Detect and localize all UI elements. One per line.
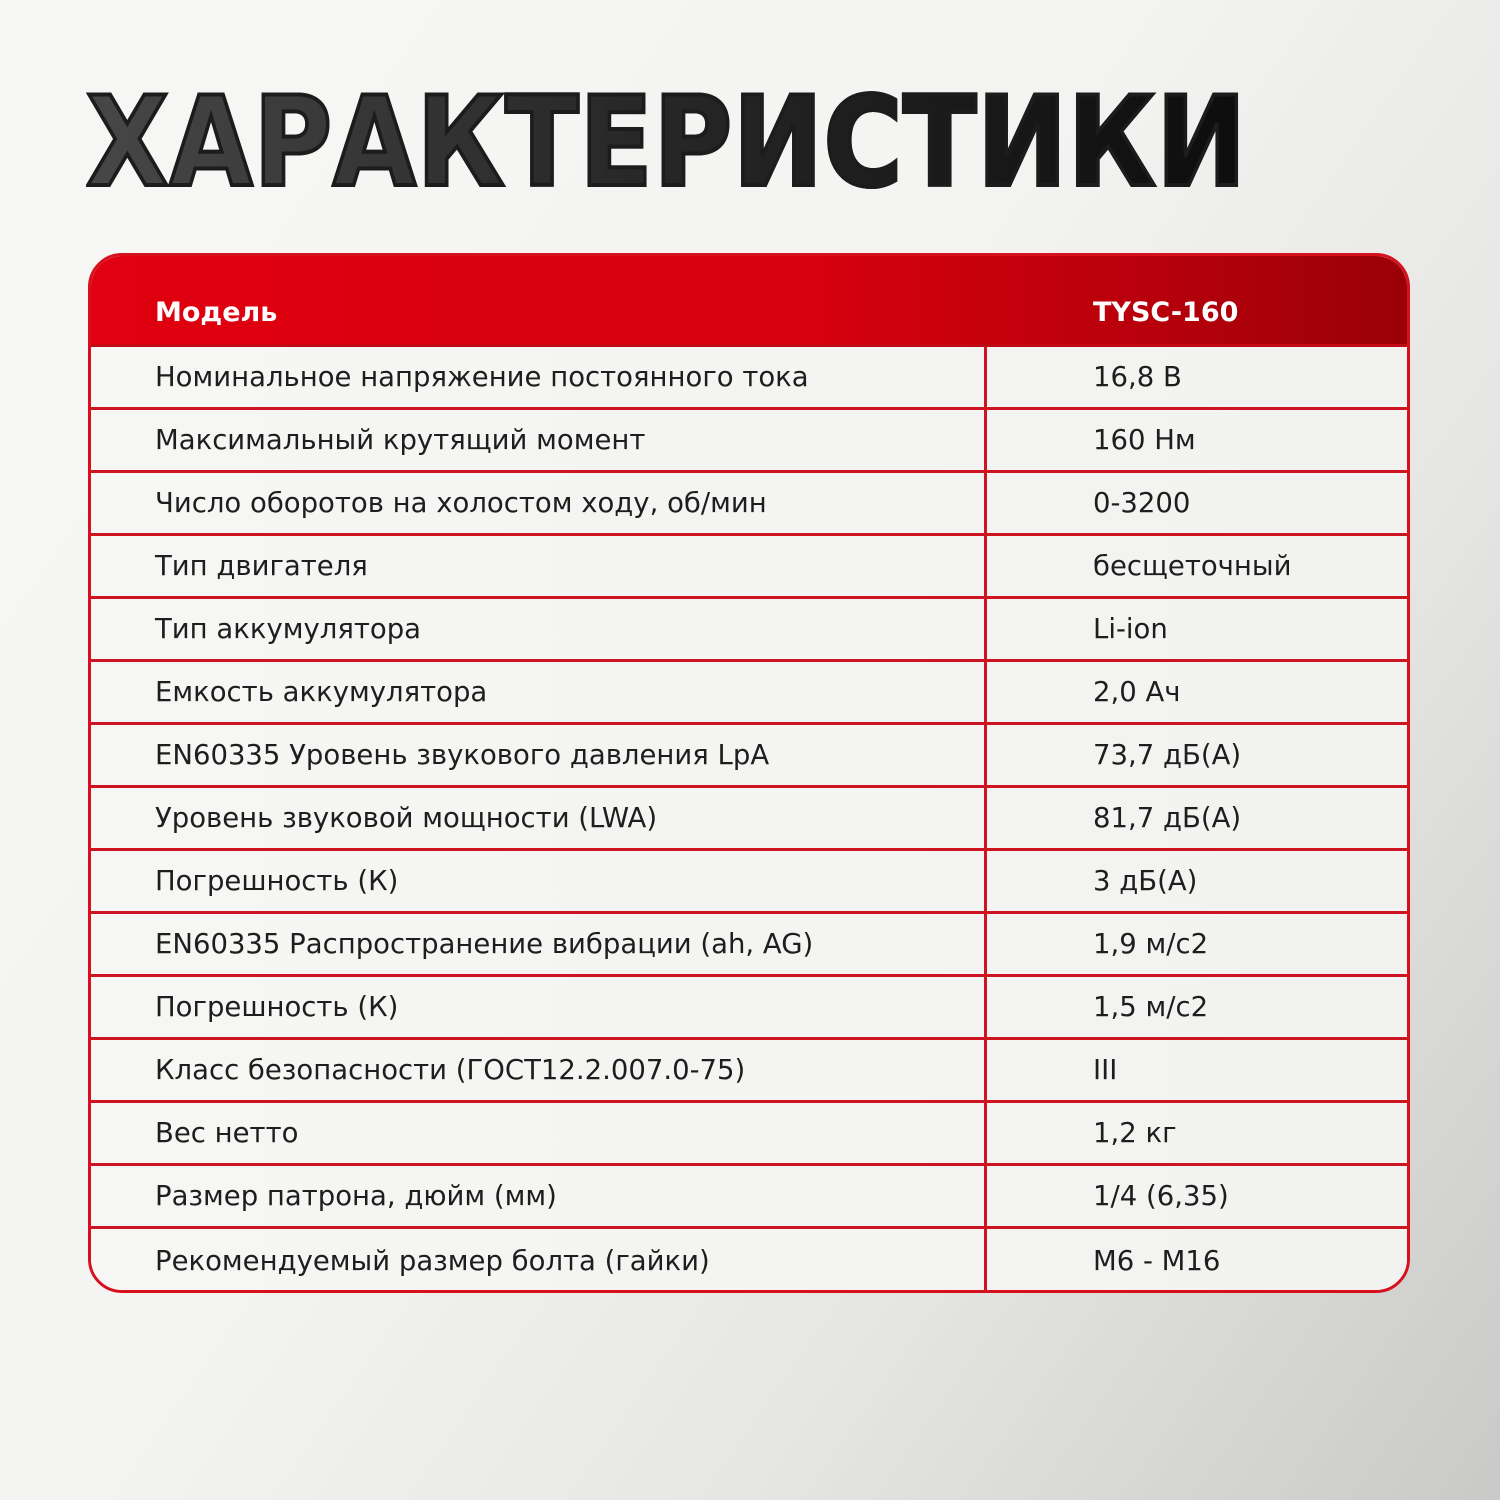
table-row — [91, 536, 1407, 599]
spec-value: 160 Нм — [1093, 424, 1196, 456]
spec-label: Вес нетто — [91, 1103, 987, 1163]
spec-value: 0-3200 — [1093, 487, 1191, 519]
page-title: ХАРАКТЕРИСТИКИ — [86, 71, 1248, 215]
spec-label: Номинальное напряжение постоянного тока — [91, 347, 987, 407]
table-row — [91, 347, 1407, 410]
spec-value: 1/4 (6,35) — [1093, 1180, 1229, 1212]
table-row — [91, 1040, 1407, 1103]
table-row — [91, 914, 1407, 977]
table-row — [91, 1103, 1407, 1166]
spec-label: Рекомендуемый размер болта (гайки) — [91, 1229, 987, 1292]
spec-value: 16,8 В — [1093, 361, 1182, 393]
table-row — [91, 977, 1407, 1040]
header-value: TYSC-160 — [1093, 297, 1239, 328]
spec-label: Уровень звуковой мощности (LWA) — [91, 788, 987, 848]
spec-label: EN60335 Распространение вибрации (ah, AG) — [91, 914, 987, 974]
spec-value: 81,7 дБ(А) — [1093, 802, 1242, 834]
spec-label: Тип двигателя — [91, 536, 987, 596]
table-row — [91, 1166, 1407, 1229]
spec-value: М6 - М16 — [1093, 1244, 1221, 1277]
table-body — [91, 347, 1407, 1292]
spec-value: 1,2 кг — [1093, 1117, 1177, 1149]
spec-label: Погрешность (К) — [91, 977, 987, 1037]
header-label: Модель — [155, 297, 278, 328]
table-row — [91, 599, 1407, 662]
table-header — [91, 256, 1407, 347]
table-row — [91, 851, 1407, 914]
table-row — [91, 473, 1407, 536]
spec-label: Погрешность (К) — [91, 851, 987, 911]
spec-value: Li-ion — [1093, 613, 1168, 645]
spec-value: 73,7 дБ(А) — [1093, 739, 1242, 771]
spec-value: III — [1093, 1054, 1118, 1086]
spec-value: бесщеточный — [1093, 550, 1292, 582]
spec-table — [88, 253, 1410, 1293]
spec-label: Класс безопасности (ГОСТ12.2.007.0-75) — [91, 1040, 987, 1100]
spec-label: Число оборотов на холостом ходу, об/мин — [91, 473, 987, 533]
table-row — [91, 662, 1407, 725]
table-row — [91, 410, 1407, 473]
table-row — [91, 788, 1407, 851]
spec-label: Максимальный крутящий момент — [91, 410, 987, 470]
table-row — [91, 1229, 1407, 1292]
spec-value: 1,5 м/с2 — [1093, 991, 1209, 1023]
spec-value: 1,9 м/с2 — [1093, 928, 1209, 960]
spec-label: Емкость аккумулятора — [91, 662, 987, 722]
table-row — [91, 725, 1407, 788]
spec-label: Размер патрона, дюйм (мм) — [91, 1166, 987, 1226]
spec-value: 3 дБ(А) — [1093, 865, 1198, 897]
spec-label: EN60335 Уровень звукового давления LpA — [91, 725, 987, 785]
spec-label: Тип аккумулятора — [91, 599, 987, 659]
spec-value: 2,0 Ач — [1093, 676, 1181, 708]
